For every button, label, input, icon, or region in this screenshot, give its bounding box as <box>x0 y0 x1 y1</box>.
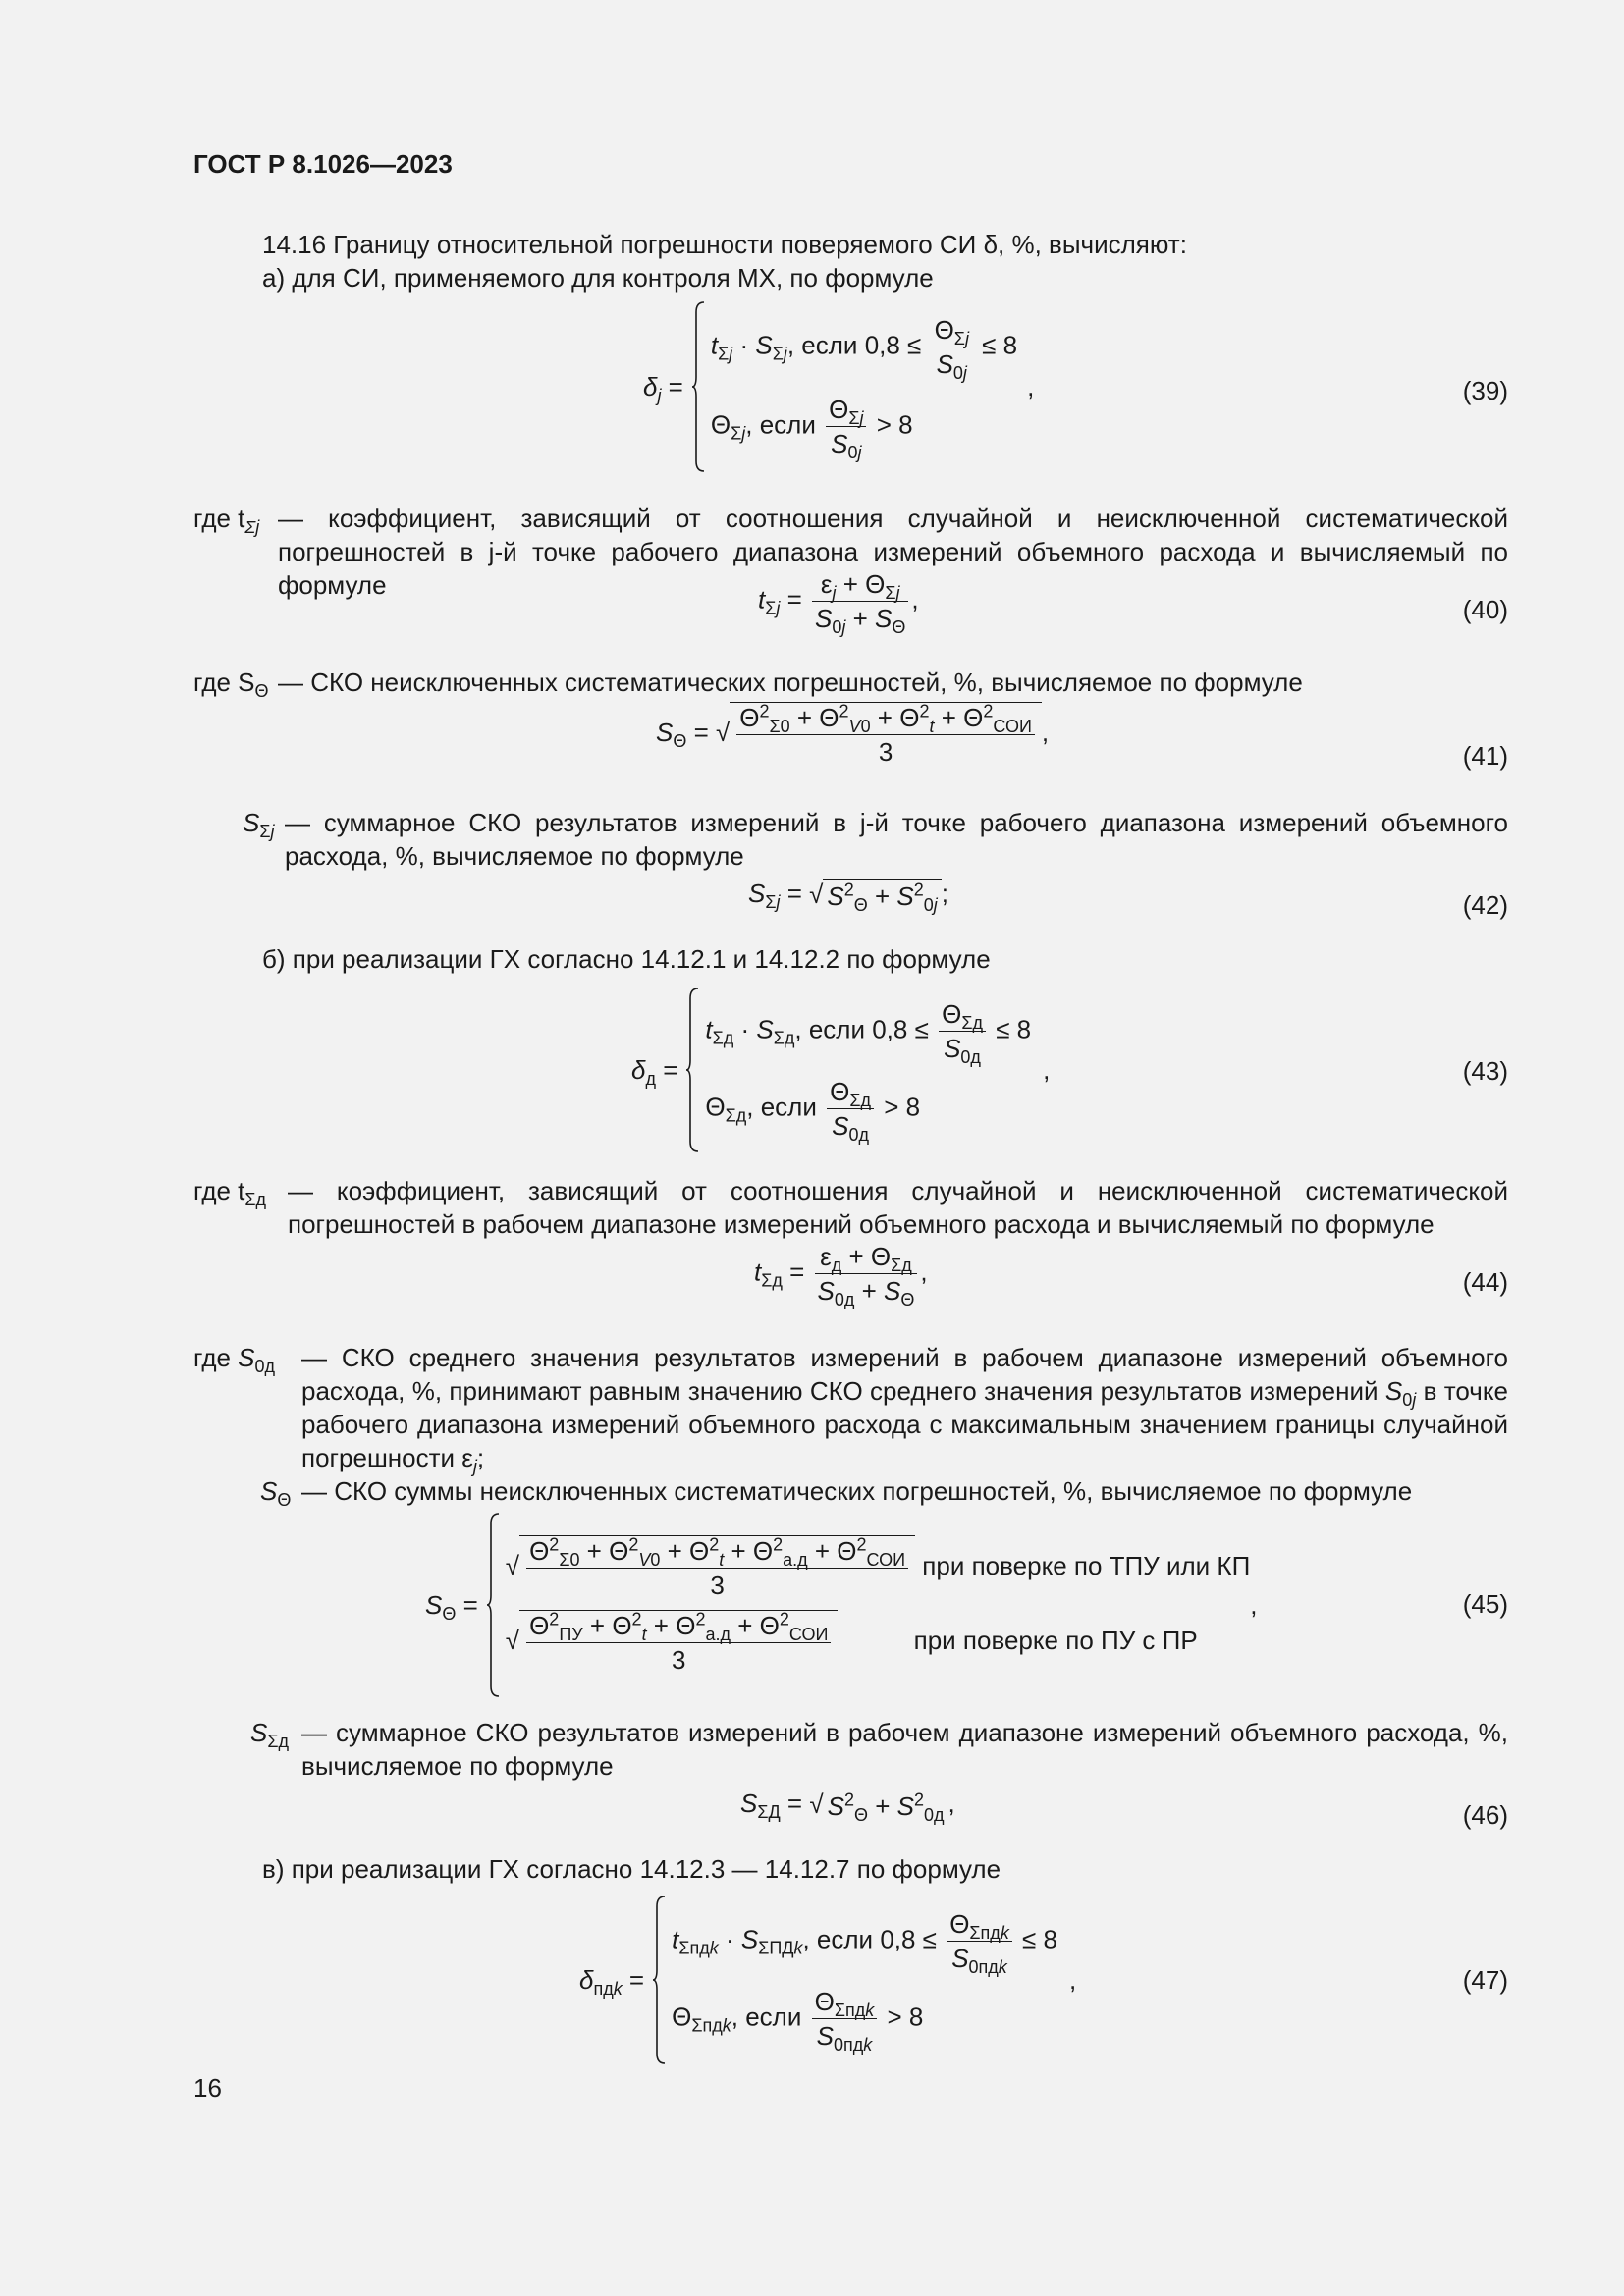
formula-42: $S_{\Sigma j}$ = √ $S^2_\Theta + S^2_{0j}$ ; <box>748 879 949 916</box>
definition-s-theta-2: $S_\Theta$ — СКО суммы неисключенных систематических погрешностей, %, вычисляемое по формуле <box>260 1476 1413 1511</box>
definition-t-sigma-d: где $t_{\Sigma д}$ — коэффициент, зависящий от соотношения случайной и неисключенной систематической погрешностей в рабочем диапазоне измерений объемного расхода и вычисляемый по формуле <box>193 1176 1508 1239</box>
eq-number-47: (47) <box>1462 1965 1508 1995</box>
eq-number-44: (44) <box>1462 1267 1508 1297</box>
definition-s-sigma-d: $S_{\Sigma д}$ — суммарное СКО результатов измерений в рабочем диапазоне измерений объемного расхода, %, вычисляемое по формуле <box>250 1718 1508 1781</box>
paragraph-v: в) при реализации ГХ согласно 14.12.3 — 14.12.7 по формуле <box>262 1854 1001 1884</box>
definition-s-0d: где $S_{0д}$ — СКО среднего значения результатов измерений в рабочем диапазоне измерений объемного расхода, %, принимают равным значению СКО среднего значения результатов измерений $S_{0j}$ в точке рабочего диапазона измерений объемного расхода с максимальным значением границы случайной погрешности $\varepsilon_j$; <box>193 1343 1508 1477</box>
eq-number-46: (46) <box>1462 1800 1508 1830</box>
formula-39: $\delta_j$ = $t_{\Sigma j} \cdot S_{\Sigma j}$, если 0,8 ≤ $\frac{\Theta_{\Sigma j}}{S_{0j}}$ ≤ 8 $\Theta_{\Sigma j}$, если $\frac{\Theta_{\Sigma j}}{S_{0j}}$ > 8 , <box>643 300 1034 477</box>
eq-number-40: (40) <box>1462 595 1508 624</box>
page-number: 16 <box>193 2073 222 2103</box>
definition-t-sigma-j: где $t_{\Sigma j}$ — коэффициент, зависящий от соотношения случайной и неисключенной систематической погрешностей в j-й точке рабочего диапазона измерений объемного расхода и вычисляемый по формуле <box>193 504 1508 600</box>
paragraph-a: а) для СИ, применяемого для контроля МХ, по формуле <box>262 263 934 293</box>
formula-40: $t_{\Sigma j}$ = $\frac{\varepsilon_j + \Theta_{\Sigma j}}{S_{0j} + S_\Theta}$ , <box>758 569 919 638</box>
document-header: ГОСТ Р 8.1026—2023 <box>193 149 453 179</box>
eq-number-43: (43) <box>1462 1056 1508 1086</box>
formula-44: $t_{\Sigma д}$ = $\frac{\varepsilon_д + \Theta_{\Sigma д}}{S_{0д} + S_\Theta}$ , <box>754 1242 928 1310</box>
eq-number-45: (45) <box>1462 1589 1508 1619</box>
eq-number-41: (41) <box>1462 741 1508 771</box>
formula-47: $\delta_{пдk}$ = $t_{\Sigma пдk} \cdot S_{\Sigma ПДk}$, если 0,8 ≤ $\frac{\Theta_{\Sigma пдk}}{S_{0пдk}}$ ≤ 8 $\Theta_{\Sigma пдk}$, если $\frac{\Theta_{\Sigma пдk}}{S_{0пдk}}$ > 8 , <box>579 1895 1076 2065</box>
formula-46: $S_{\Sigma Д}$ = √ $S^2_\Theta + S^2_{0д}$ , <box>740 1789 955 1826</box>
paragraph-14-16: 14.16 Границу относительной погрешности поверяемого СИ δ, %, вычисляют: <box>262 230 1187 259</box>
definition-s-sigma-j: $S_{\Sigma j}$ — суммарное СКО результатов измерений в j-й точке рабочего диапазона измерений объемного расхода, %, вычисляемое по формуле <box>243 808 1508 871</box>
formula-43: $\delta_д$ = $t_{\Sigma д} \cdot S_{\Sigma д}$, если 0,8 ≤ $\frac{\Theta_{\Sigma д}}{S_{0д}}$ ≤ 8 $\Theta_{\Sigma д}$, если $\frac{\Theta_{\Sigma д}}{S_{0д}}$ > 8 , <box>631 987 1050 1153</box>
paragraph-b: б) при реализации ГХ согласно 14.12.1 и 14.12.2 по формуле <box>262 944 991 974</box>
formula-45: $S_\Theta$ = √ $\frac{\Theta^2_{\Sigma 0} + \Theta^2_{V0} + \Theta^2_t + \Theta^2_{а.д} + \Theta^2_{СОИ}}{3}$ при поверке по ТПУ или КП √ $\frac{\Theta^2_{ПУ} + \Theta^2_t + \Theta^2_{а.д} + \Theta^2_{СОИ}}{3}$ при поверке по ПУ с ПР , <box>425 1512 1258 1698</box>
formula-41: $S_\Theta$ = √ $\frac{\Theta^2_{\Sigma 0} + \Theta^2_{V0} + \Theta^2_t + \Theta^2_{СОИ}}{3}$ , <box>656 701 1050 767</box>
eq-number-39: (39) <box>1462 376 1508 405</box>
eq-number-42: (42) <box>1462 890 1508 920</box>
definition-s-theta: где $S_\Theta$ — СКО неисключенных систематических погрешностей, %, вычисляемое по формуле <box>193 667 1303 702</box>
